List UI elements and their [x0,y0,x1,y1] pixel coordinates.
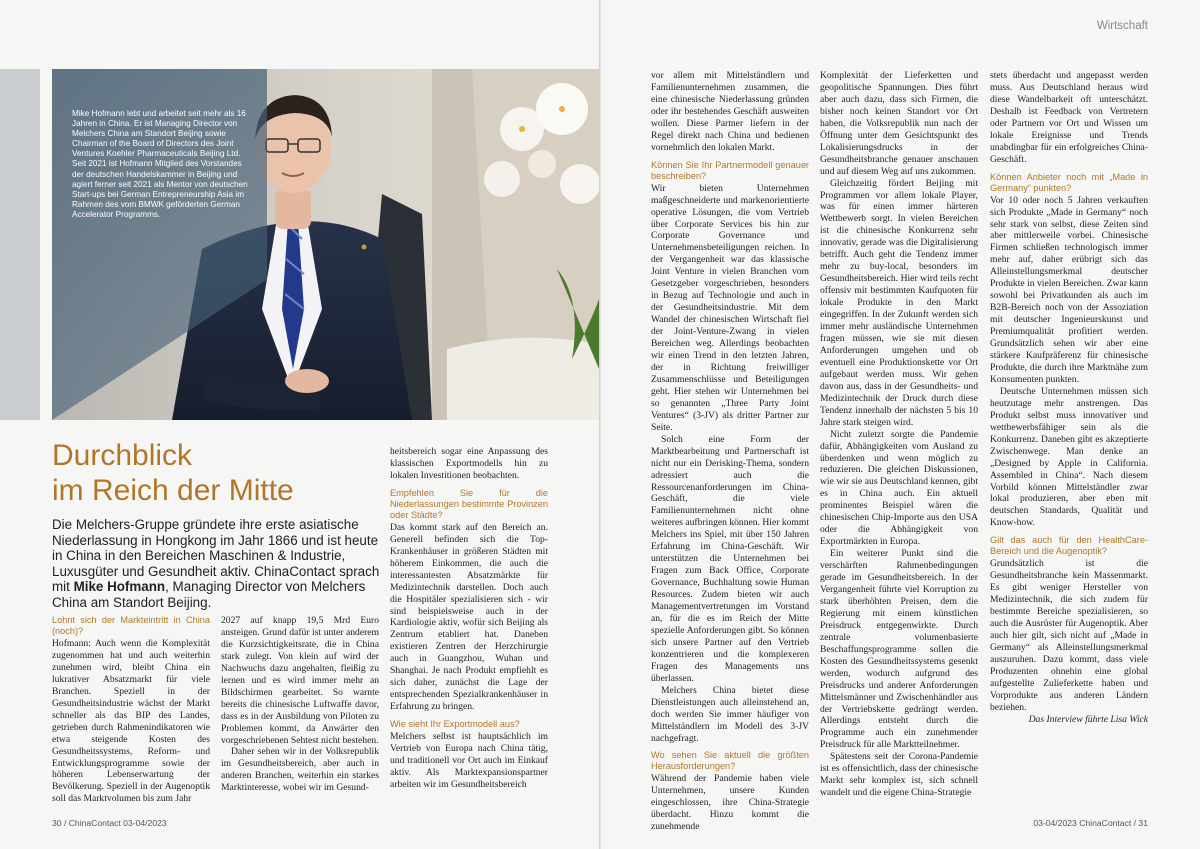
paragraph: 2027 auf knapp 19,5 Mrd Euro ansteigen. Grund dafür ist unter anderem die Kurzsichtigkeitsrate, die in China stark zulegt. Von klein auf wird der Nachwuchs dazu angehalten, fleißig zu lernen und es wird immer mehr an Bildschirmen gearbeitet. So warnte bereits die chinesische Luftwaffe davor, dass es in der Ausbildung von Piloten zu Problemen kommt, da Anwärter den vorgeschriebenen Sehtest nicht bestehen. [221,615,379,746]
paragraph: Melchers selbst ist hauptsächlich im Vertrieb von Europa nach China tätig, und traditionell vor Ort auch im Einkauf aktiv. Als Marktexpansionspartner arbeiten wir im Gesundheitsbereich [390,731,548,790]
lead-name: Mike Hofmann [73,579,166,595]
paragraph: Melchers China bietet diese Dienstleistungen auch alleinstehend an, doch werden Sie immer häufiger von Mittelständlern im Modell des 3-JV nachgefragt. [651,684,809,744]
left-page [0,0,599,849]
lead-text: Die Melchers-Gruppe gründete ihre erste asiatische Niederlassung in Hongkong im Jahr 1866 und ist heute in China in den Bereichen Maschinen & Industrie, Luxusgüter und Gesundheit aktiv. ChinaContact sprach mit [52,517,380,595]
article-lead [52,517,382,611]
paragraph: Daher sehen wir in der Volksrepublik im Gesundheitsbereich, aber auch in anderen Branchen, weiterhin ein starkes Marktinteresse, wobei wir im Gesund- [221,746,379,794]
photo-caption: Mike Hofmann lebt und arbeitet seit mehr als 16 Jahren in China. Er ist Managing Director von Melchers China am Standort Beijing sowie Chairman of the Board of Directors des Joint Ventures Koehler Pharmaceuticals Beijing Ltd. Seit 2021 ist Hofmann Mitglied des Vorstandes der deutschen Handelskammer in Beijing und agiert ferner seit 2021 als Mentor von deutschen Start-ups bei German Entrepreneurship Asia im Rahmen des vom BMWK geförderten German Accelerator Programms. [72,109,248,219]
column-4 [651,70,809,833]
paragraph: Das kommt stark auf den Bereich an. Generell befinden sich die Top-Krankenhäuser in größeren Städten mit höherem Einkommen, die auch die interessantesten Absatzmärkte für Medizintechnik darstellen. Doch auch die Hospitäler spezialisieren sich - wir sind beispielsweise auch in der Kardiologie aktiv, wofür sich Beijing als Zentrum etabliert hat. Daneben existieren Zentren der Herzchirurgie auch in Guangzhou, Wuhan und Shanghai. Je nach Produkt empfiehlt es sich daher, zunächst die Lage der entsprechenden Spezialkrankenhäuser in Erfahrung zu bringen. [390,521,548,713]
title-line-1: Durchblick [52,439,193,472]
paragraph: Während der Pandemie haben viele Unternehmen, unsere Kunden eingeschlossen, ihre China-Strategie überdacht. Hinzu kommt die zunehmende [651,773,809,833]
folio-right: 03-04/2023 ChinaContact / 31 [1033,818,1148,828]
interview-signature: Das Interview führte Lisa Wick [1028,713,1148,725]
right-page [601,0,1200,849]
article-title [52,438,294,508]
paragraph: Spätestens seit der Corona-Pandemie ist es offensichtlich, dass der chinesische Markt sehr komplex ist, sich schnell wandelt und die eigene China-Strategie [820,751,978,799]
paragraph: Hofmann: Auch wenn die Komplexität zugenommen hat und auch weiterhin zunehmen wird, bleibt China ein lukrativer Absatzmarkt für viele Branchen. Speziell in der Gesundheitsindustrie wächst der Markt schneller als das BIP des Landes, getrieben durch Rahmenindikatoren wie etwa steigende Kosten des Gesundheitssystems, Reform- und Entwicklungsprogramme sowie der höheren Lebenserwartung der Bevölkerung. Speziell in der Augenoptik soll das Marktvolumen bis zum Jahr [52,638,210,805]
portrait-photo [52,69,599,420]
column-3 [390,446,548,791]
lead-text-end: , Managing Director von Melchers China am Standort Beijing. [52,579,366,610]
paragraph: Nicht zuletzt sorgte die Pandemie dafür, Abhängigkeiten vom Ausland zu überdenken und wenn möglich zu reduzieren. Die gleichen Diskussionen, wie wir sie aus Deutschland kennen, gibt es in China auch. Ein aktuell prominentes Beispiel wären die chinesischen Chip-Importe aus den USA oder die Abhängigkeit von Exportmärkten in Europa. [820,428,978,548]
paragraph: Solch eine Form der Marktbearbeitung und Partnerschaft ist nicht nur ein Derisking-Thema, sondern adressiert auch die Ressourcenanforderungen im China-Geschäft, die viele Familienunternehmen nicht ohne weiteres aufbringen können. Hier kommt Melchers ins Spiel, mit über 150 Jahren Erfahrung im China-Geschäft. Wir unterstützen die Unternehmen bei Fragen zum Back Office, Corporate Governance, Buchhaltung sowie Human Resources. Zudem bieten wir auch Managementvertretungen im Vorstand an, für die es im Reich der Mitte spezielle Anforderungen gibt. So können sich unsere Partner auf den Vertrieb konzentrieren und die komplexeren Fragen des Managements uns überlassen. [651,433,809,684]
title-line-2: im Reich der Mitte [52,474,294,507]
paragraph: Gleichzeitig fördert Beijing mit Programmen vor allem lokale Player, was für einen immer härteren Wettbewerb sorgt. In vielen Bereichen ist die chinesische Konkurrenz sehr innovativ, gerade was die Digitalisierung betrifft. Auch geht die Tendenz immer mehr zu buy-local, besonders im Gesundheitsbereich. Hier wird teils recht offensiv mit bestimmten Kaufquoten für lokale Produkte in den Markt eingegriffen. In der Zukunft werden sich immer mehr ausländische Unternehmen fragen müssen, wie sie mit diesen Anforderungen umgehen und ob eventuell eine Produktionskette vor Ort aufgebaut werden muss. Wir gehen davon aus, dass in der Gesundheits- und Medizintechnik der Druck durch diese Tendenz innerhalb der nächsten 5 bis 10 Jahre stark steigen wird. [820,177,978,428]
question-heading: Wie sieht Ihr Exportmodell aus? [390,719,520,730]
paragraph: vor allem mit Mittelständlern und Familienunternehmen zusammen, die eine chinesische Niederlassung gründen oder ihr bestehendes Geschäft ausweiten wollen. Diese Partner liefern in der Regel direkt nach China und bedienen vornehmlich den lokalen Markt. [651,70,809,153]
section-rubric: Wirtschaft [1096,20,1148,32]
paragraph: stets überdacht und angepasst werden muss. Aus Deutschland heraus wird diese Wandelbarkeit oft unterschätzt. Deshalb ist Feedback von Vertretern oder Partnern vor Ort und Wissen um lokale Ereignisse und Trends unabdingbar für ein erfolgreiches China-Geschäft. [990,70,1148,165]
paragraph: Wir bieten Unternehmen maßgeschneiderte und markenorientierte operative Lösungen, die vom Vertrieb über Corporate Services bis hin zur Corporate Governance und Unternehmensbeteiligungen reichen. In der Vergangenheit war das klassische Joint Venture in vielen Branchen vom Gesetzgeber vorgeschrieben, besonders in Bezug auf Technologie und auch in der Gesundheitsindustrie. Mit dem Wandel der chinesischen Wirtschaft fiel der Joint-Venture-Zwang in vielen Bereichen weg. Allerdings beobachten wir einen Trend in den letzten Jahren, der in Richtung freiwilliger Zusammenschlüsse und Beteiligungen geht. Hier stehen wir Unternehmen bei so genannten „Three Party Joint Ventures“ (3-JV) als dritter Partner zur Seite. [651,182,809,433]
question-heading: Gilt das auch für den HealthCare-Bereich und die Augenoptik? [990,535,1148,557]
column-5 [820,70,978,799]
question-heading: Können Sie Ihr Partnermodell genauer beschreiben? [651,159,809,181]
column-2 [221,615,379,794]
photo-side-bar [0,69,40,420]
paragraph: Komplexität der Lieferketten und geopolitische Spannungen. Dies führt aber auch dazu, dass sich Firmen, die bisher noch keinen Standort vor Ort haben, die Volksrepublik nun nach der Öffnung unter dem Gesichtspunkt des Lokalisierungsdrucks in der Gesundheitsbranche genauer anschauen und auf diesem Weg auf uns zukommen. [820,70,978,177]
paragraph: heitsbereich sogar eine Anpassung des klassischen Exportmodells hin zu lokalen Investitionen beobachten. [390,446,548,481]
question-heading: Wo sehen Sie aktuell die größten Herausforderungen? [651,750,809,772]
question-heading: Können Anbieter noch mit „Made in Germany“ punkten? [990,171,1148,193]
paragraph: Ein weiterer Punkt sind die verschärften Rahmenbedingungen gerade im Gesundheitsbereich. In der Vergangenheit führte viel Korruption zu stark überhöhten Preisen, dem die Regierung mit einem künstlichen Preisdruck entgegenwirkte. Durch zentrale volumenbasierte Beschaffungsprogramme sollen die Kosten des Gesundheitssystems gesenkt werden, wodurch aufgrund des Preisdrucks und anderer Anforderungen Mittelsmänner und Zwischenhändler aus der Vertriebskette gedrängt werden. Allerdings entsteht durch die Programme auch ein zunehmender Preisdruck für alle Marktteilnehmer. [820,548,978,751]
column-6 [990,70,1148,726]
folio-left: 30 / ChinaContact 03-04/2023 [52,818,167,828]
paragraph: Vor 10 oder noch 5 Jahren verkauften sich Produkte „Made in Germany“ noch sehr stark von selbst, diese Zeiten sind aber mittlerweile vorbei. Chinesische Firmen schließen technologisch immer mehr auf, daher erübrigt sich das Alleinstellungsmerkmal deutscher Produkte in vielen Bereichen. Zwar kann sowohl bei Privatkunden als auch im B2B-Bereich noch von der Assoziation mit deutscher Ingenieurskunst und Premiumqualität profitiert werden. Grundsätzlich sehen wir aber eine stärkere Kaufpräferenz für chinesische Produkte, die durch ihre Marktnähe zum Konsumenten punkten. [990,194,1148,385]
column-1 [52,615,210,805]
paragraph: Deutsche Unternehmen müssen sich heutzutage mehr anstrengen. Das Produkt selbst muss innovativer und wettbewerbsfähiger sein als die Konkurrenz. Daneben gibt es akzeptierte Zwischenwege. Man denke an „Designed by Apple in California. Assembled in China“. Nach diesem Vorbild können Mittelständler zwar lokal produzieren, aber eben mit deutschen Standards, Qualität und Know-how. [990,385,1148,529]
paragraph: Grundsätzlich ist die Gesundheitsbranche kein Massenmarkt. Es gibt weniger Hersteller von Medizintechnik, die sich zudem für bestimmte Bereiche spezialisieren, so auch die Ausrüster für Augenoptik. Aber auch hier gilt, sich nicht auf „Made in Germany“ als Alleinstellungsmerkmal auszuruhen. Dazu kommt, dass viele Produzenten ohnehin eine global aufgestellte Zulieferkette haben und Vorprodukte aus anderen Ländern beziehen. [990,558,1148,713]
question-heading: Lohnt sich der Markteintritt in China (noch)? [52,615,210,636]
question-heading: Empfehlen Sie für die Niederlassungen bestimmte Provinzen oder Städte? [390,487,548,520]
